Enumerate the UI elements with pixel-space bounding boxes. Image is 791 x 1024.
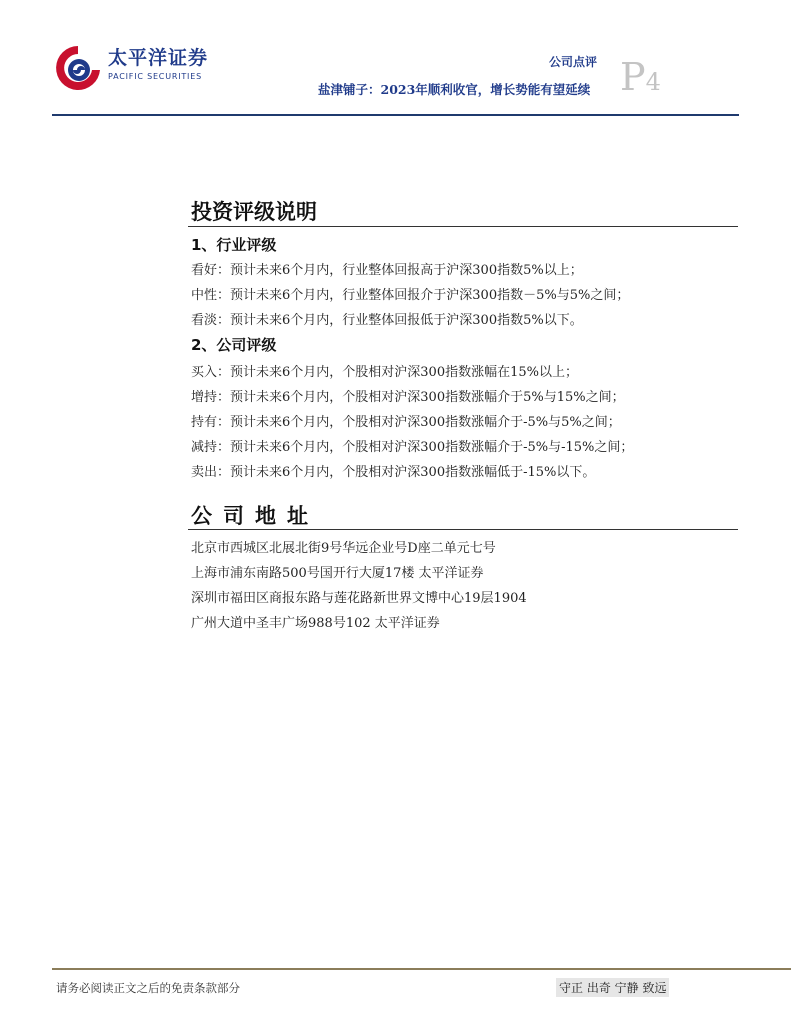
company-rating-line: 减持：预计未来6个月内，个股相对沪深300指数涨幅介于-5%与-15%之间； — [191, 440, 634, 455]
industry-rating-line: 看好：预计未来6个月内，行业整体回报高于沪深300指数5%以上； — [191, 263, 583, 278]
address-line: 深圳市福田区商报东路与莲花路新世界文博中心19层1904 — [191, 591, 527, 606]
industry-rating-heading: 1、行业评级 — [191, 236, 277, 254]
logo-mark-icon — [52, 42, 104, 94]
footer-divider — [52, 968, 791, 970]
company-rating-heading: 2、公司评级 — [191, 336, 277, 354]
header-divider — [52, 114, 739, 116]
footer-disclaimer: 请务必阅读正文之后的免责条款部分 — [56, 981, 240, 995]
page-prefix: P — [620, 55, 646, 99]
report-title: 盐津铺子：2023年顺利收官，增长势能有望延续 — [318, 82, 591, 97]
address-section-title: 公司地址 — [191, 504, 319, 528]
page-number-value: 4 — [645, 68, 661, 96]
company-rating-line: 卖出：预计未来6个月内，个股相对沪深300指数涨幅低于-15%以下。 — [191, 465, 596, 480]
footer-motto: 守正 出奇 宁静 致远 — [556, 978, 669, 997]
report-type: 公司点评 — [549, 55, 598, 69]
address-section-divider — [188, 529, 738, 530]
page-number — [620, 55, 661, 99]
logo-chinese-name: 太平洋证券 — [108, 47, 209, 69]
address-line: 广州大道中圣丰广场988号102 太平洋证券 — [191, 616, 440, 631]
industry-rating-line: 看淡：预计未来6个月内，行业整体回报低于沪深300指数5%以下。 — [191, 313, 583, 328]
logo-english-name: PACIFIC SECURITIES — [108, 72, 202, 81]
industry-rating-line: 中性：预计未来6个月内，行业整体回报介于沪深300指数－5%与5%之间； — [191, 288, 630, 303]
rating-section-divider — [188, 226, 738, 227]
company-logo — [52, 42, 212, 94]
rating-section-title: 投资评级说明 — [191, 200, 317, 224]
address-line: 上海市浦东南路500号国开行大厦17楼 太平洋证券 — [191, 566, 484, 581]
address-line: 北京市西城区北展北街9号华远企业号D座二单元七号 — [191, 541, 496, 556]
company-rating-line: 买入：预计未来6个月内，个股相对沪深300指数涨幅在15%以上； — [191, 365, 578, 380]
company-rating-line: 增持：预计未来6个月内，个股相对沪深300指数涨幅介于5%与15%之间； — [191, 390, 625, 405]
company-rating-line: 持有：预计未来6个月内，个股相对沪深300指数涨幅介于-5%与5%之间； — [191, 415, 621, 430]
